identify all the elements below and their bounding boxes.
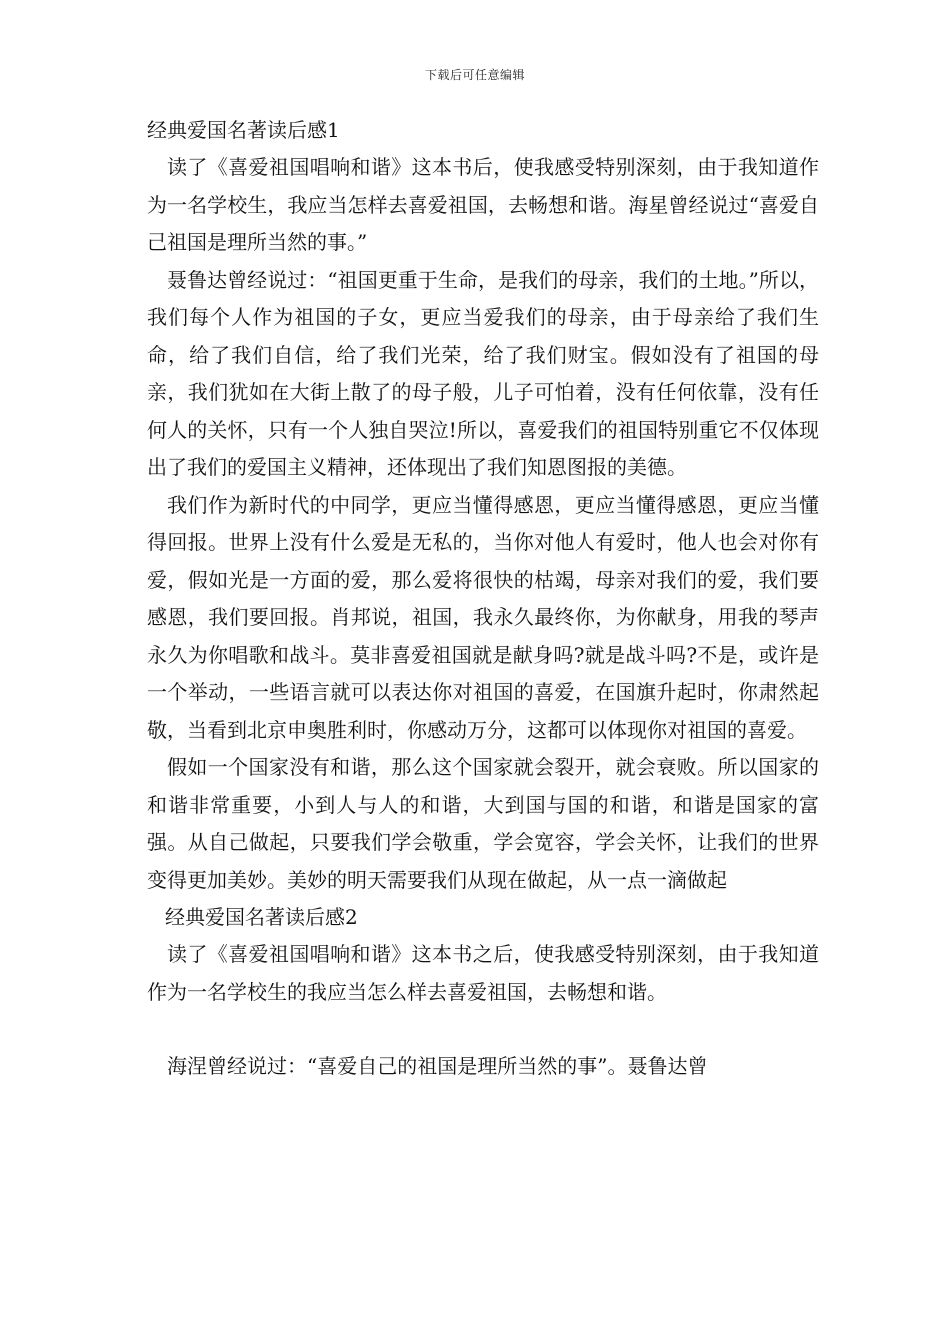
paragraph: 我们作为新时代的中同学，更应当懂得感恩，更应当懂得感恩，更应当懂得回报。世界上没有什么爱是无私的，当你对他人有爱时，他人也会对你有爱，假如光是一方面的爱，那么爱将很快的枯竭，母亲对我们的爱，我们要感恩，我们要回报。肖邦说，祖国，我永久最终你，为你献身，用我的琴声永久为你唱歌和战斗。莫非喜爱祖国就是献身吗?就是战斗吗?不是，或许是一个举动，一些语言就可以表达你对祖国的喜爱，在国旗升起时，你肃然起敬，当看到北京申奥胜利时，你感动万分，这都可以体现你对祖国的喜爱。: [147, 492, 819, 742]
paragraph: 读了《喜爱祖国唱响和谐》这本书之后，使我感受特别深刻，由于我知道作为一名学校生的我应当怎么样去喜爱祖国，去畅想和谐。: [147, 942, 819, 1004]
document-body: [147, 112, 819, 1086]
section-title-2: 经典爱国名著读后感2: [165, 905, 358, 929]
page-header: 下载后可任意编辑: [424, 68, 525, 82]
paragraph: 海涅曾经说过：“喜爱自己的祖国是理所当然的事”。聂鲁达曾: [167, 1054, 708, 1078]
paragraph: 假如一个国家没有和谐，那么这个国家就会裂开，就会衰败。所以国家的和谐非常重要，小到人与人的和谐，大到国与国的和谐，和谐是国家的富强。从自己做起，只要我们学会敬重，学会宽容，学会关怀，让我们的世界变得更加美妙。美妙的明天需要我们从现在做起，从一点一滴做起: [147, 755, 819, 892]
paragraph: 读了《喜爱祖国唱响和谐》这本书后，使我感受特别深刻，由于我知道作为一名学校生，我应当怎样去喜爱祖国，去畅想和谐。海星曾经说过“喜爱自己祖国是理所当然的事。”: [147, 155, 819, 254]
section-title-1: 经典爱国名著读后感1: [147, 118, 340, 142]
paragraph: 聂鲁达曾经说过：“祖国更重于生命，是我们的母亲，我们的土地。”所以，我们每个人作为祖国的子女，更应当爱我们的母亲，由于母亲给了我们生命，给了我们自信，给了我们光荣，给了我们财宝。假如没有了祖国的母亲，我们犹如在大街上散了的母子般，儿子可怕着，没有任何依靠，没有任何人的关怀，只有一个人独自哭泣!所以，喜爱我们的祖国特别重它不仅体现出了我们的爱国主义精神，还体现出了我们知恩图报的美德。: [147, 267, 819, 479]
